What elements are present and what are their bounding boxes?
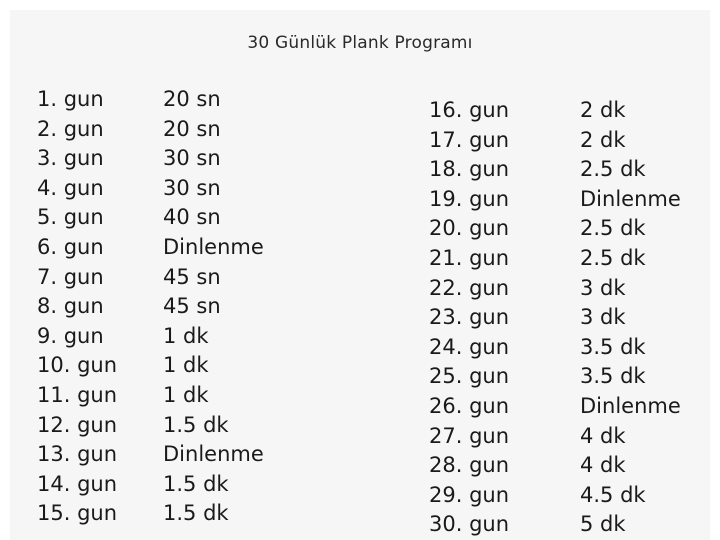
day-label: 2. gun	[37, 116, 104, 141]
day-label: 17. gun	[429, 127, 510, 152]
duration-value: 40 sn	[163, 205, 221, 230]
day-label: 24. gun	[429, 334, 510, 359]
duration-value: Dinlenme	[163, 442, 264, 467]
day-label: 8. gun	[37, 294, 104, 319]
day-label: 7. gun	[37, 264, 104, 289]
duration-value: 2 dk	[580, 127, 626, 152]
day-label: 6. gun	[37, 234, 104, 259]
duration-value: Dinlenme	[163, 234, 264, 259]
duration-value: 3.5 dk	[580, 364, 646, 389]
duration-value: 2.5 dk	[580, 245, 646, 270]
day-label: 15. gun	[37, 501, 118, 526]
duration-value: 30 sn	[163, 146, 221, 171]
day-label: 14. gun	[37, 471, 118, 496]
day-label: 25. gun	[429, 364, 510, 389]
duration-value: 2 dk	[580, 98, 626, 122]
day-label: 13. gun	[37, 442, 118, 467]
duration-value: 1 dk	[163, 382, 209, 407]
day-label: 23. gun	[429, 305, 510, 330]
duration-value: 1 dk	[163, 353, 209, 378]
duration-value: 2.5 dk	[580, 216, 646, 241]
duration-value: 2.5 dk	[580, 157, 646, 182]
day-label: 10. gun	[37, 353, 118, 378]
duration-value: 4 dk	[580, 453, 626, 478]
duration-value: 45 sn	[163, 264, 221, 289]
day-label: 9. gun	[37, 323, 104, 348]
duration-value: 20 sn	[163, 116, 221, 141]
duration-value: 4.5 dk	[580, 482, 646, 507]
duration-value: 3 dk	[580, 275, 626, 300]
day-label: 28. gun	[429, 453, 510, 478]
duration-value: 1.5 dk	[163, 501, 229, 526]
day-label: 22. gun	[429, 275, 510, 300]
duration-value: 1.5 dk	[163, 412, 229, 437]
day-label: 5. gun	[37, 205, 104, 230]
day-label: 27. gun	[429, 423, 510, 448]
day-label: 18. gun	[429, 157, 510, 182]
duration-value: 5 dk	[580, 512, 626, 537]
duration-value: 30 sn	[163, 175, 221, 200]
duration-value: 4 dk	[580, 423, 626, 448]
day-label: 1. gun	[37, 87, 104, 111]
day-label: 21. gun	[429, 245, 510, 270]
day-label: 12. gun	[37, 412, 118, 437]
duration-value: 3 dk	[580, 305, 626, 330]
day-label: 16. gun	[429, 98, 510, 122]
day-label: 3. gun	[37, 146, 104, 171]
duration-value: 45 sn	[163, 294, 221, 319]
page-title: 30 Günlük Plank Programı	[247, 33, 473, 53]
day-label: 26. gun	[429, 393, 510, 418]
day-label: 30. gun	[429, 512, 510, 537]
duration-value: 1 dk	[163, 323, 209, 348]
duration-value: 3.5 dk	[580, 334, 646, 359]
duration-value: Dinlenme	[580, 393, 681, 418]
day-label: 4. gun	[37, 175, 104, 200]
duration-value: 20 sn	[163, 87, 221, 111]
duration-value: 1.5 dk	[163, 471, 229, 496]
duration-value: Dinlenme	[580, 186, 681, 211]
program-sheet	[10, 10, 710, 540]
day-label: 20. gun	[429, 216, 510, 241]
day-label: 29. gun	[429, 482, 510, 507]
day-label: 19. gun	[429, 186, 510, 211]
day-label: 11. gun	[37, 382, 118, 407]
